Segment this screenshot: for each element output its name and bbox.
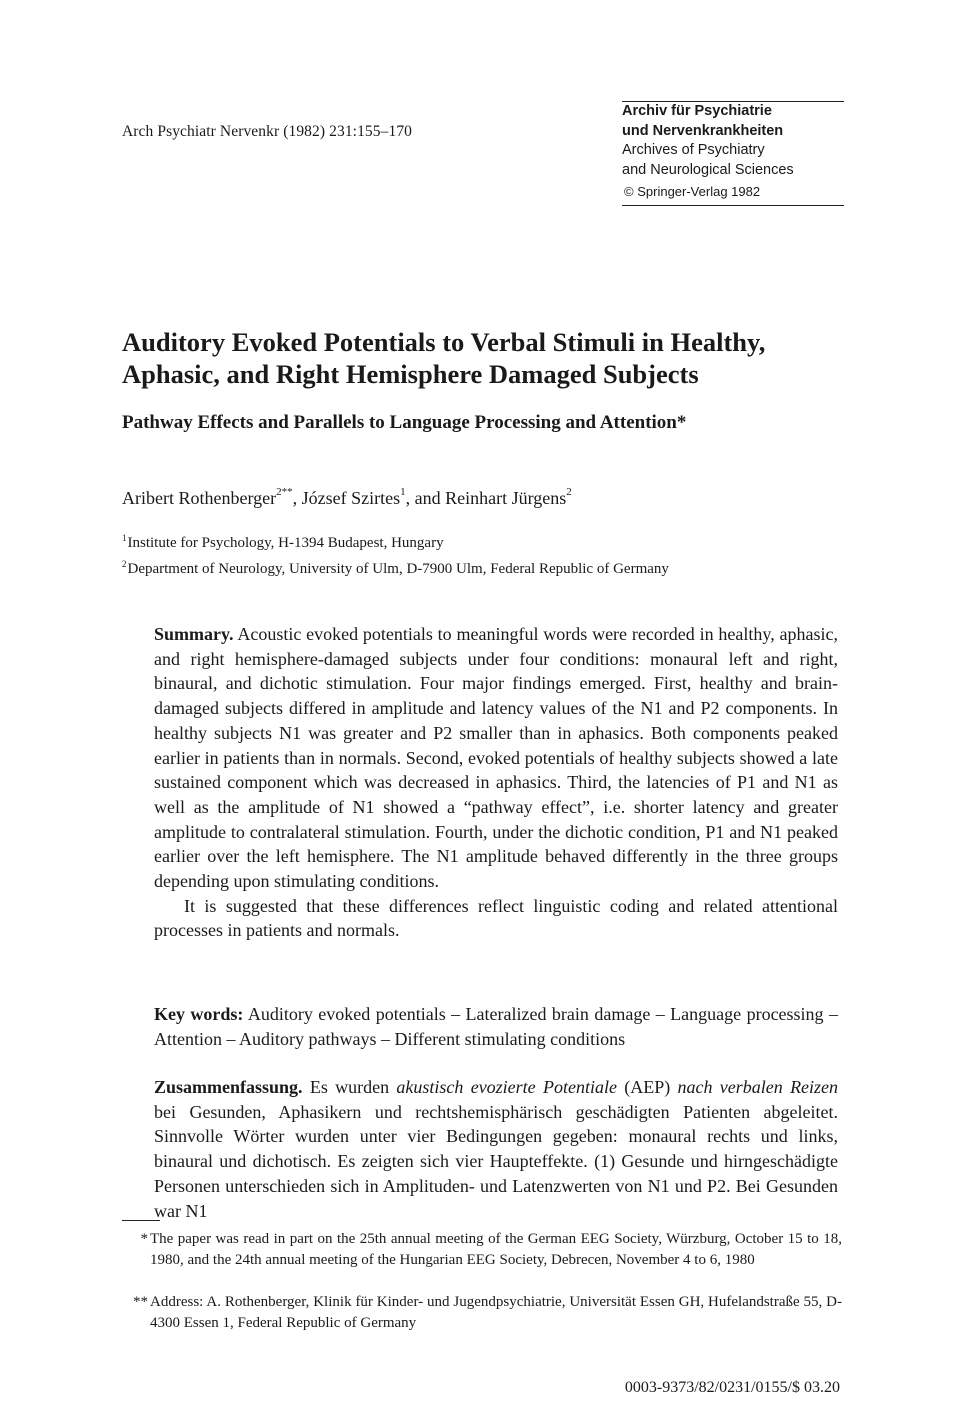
- author-affiliation-mark: 2: [566, 486, 572, 498]
- author-name: Reinhart Jürgens: [445, 488, 567, 508]
- footnote-mark: **: [133, 1294, 148, 1310]
- affiliation-text: Institute for Psychology, H-1394 Budapest, Hungary: [127, 535, 444, 551]
- footnote-text: Address: A. Rothenberger, Klinik für Kinder- und Jugendpsychiatrie, Universität Essen GH, Hufelandstraße 55, D-4300 Essen 1, Federal Republic of Germany: [150, 1294, 842, 1331]
- author-separator: , and: [405, 488, 446, 508]
- zusammenfassung-text: Es wurden: [309, 1077, 390, 1097]
- copyright: [622, 182, 844, 202]
- zusammenfassung-text: bei Gesunden, Aphasikern und rechtshemisphärisch geschädigten Patienten abgeleitet. Sinnvolle Wörter wurden unter vier Bedingungen gegeben: monaural rechts und links, binaural und dichotisch. Es zeigten sich vier Haupteffekte. (1) Gesunde und hirngeschädigte Personen unterschieden sich in Amplituden- und Latenzwerten von N1 und P2. Bei Gesunden war N1: [154, 1101, 838, 1221]
- keywords-text: Auditory evoked potentials – Lateralized brain damage – Language processing – Attention – Auditory pathways – Different stimulating conditions: [154, 1004, 838, 1049]
- keywords-label: Key words:: [154, 1004, 244, 1024]
- author-name: József Szirtes: [301, 488, 401, 508]
- footnote-text: The paper was read in part on the 25th annual meeting of the German EEG Society, Würzburg, October 15 to 18, 1980, and the 24th annual meeting of the Hungarian EEG Society, Debrecen, November 4 to 6, 1980: [150, 1231, 842, 1268]
- summary-paragraph: [154, 622, 838, 943]
- journal-title-en-line2: and Neurological Sciences: [622, 161, 794, 178]
- footnote: [122, 1229, 842, 1291]
- footnote-mark: *: [140, 1231, 148, 1247]
- article-title-line2: Aphasic, and Right Hemisphere Damaged Subjects: [122, 359, 699, 389]
- affiliation-list: [122, 528, 842, 580]
- journal-title-de-line2: und Nervenkrankheiten: [622, 122, 784, 139]
- article-title-line1: Auditory Evoked Potentials to Verbal Stimuli in Healthy,: [122, 327, 766, 357]
- author-name: Aribert Rothenberger: [122, 488, 277, 508]
- author-list: [122, 486, 842, 509]
- journal-box: [622, 101, 844, 206]
- article-title: [122, 326, 842, 390]
- footnote-separator: [122, 1220, 160, 1221]
- footnote: [122, 1292, 842, 1334]
- journal-title-en-line1: Archives of Psychiatry: [622, 142, 765, 158]
- journal-box-bottom-rule: [622, 205, 844, 206]
- zusammenfassung-label: Zusammenfassung.: [154, 1077, 303, 1097]
- summary-label: Summary.: [154, 624, 234, 644]
- author-separator: ,: [292, 488, 302, 508]
- affiliation-item: [122, 528, 842, 554]
- author-affiliation-mark: 1: [400, 486, 406, 498]
- zusammenfassung-italic: akustisch evozierte Potentiale: [396, 1077, 617, 1097]
- author-affiliation-mark: 2**: [276, 486, 293, 498]
- affiliation-text: Department of Neurology, University of Ulm, D-7900 Ulm, Federal Republic of Germany: [127, 561, 669, 577]
- copyright-text: Springer-Verlag 1982: [637, 184, 761, 199]
- copyright-icon: ©: [624, 184, 634, 199]
- summary-conclusion: It is suggested that these differences reflect linguistic coding and related attentional processes in patients and normals.: [154, 895, 838, 941]
- doi-code: 0003-9373/82/0231/0155/$ 03.20: [624, 1379, 840, 1396]
- journal-citation: Arch Psychiatr Nervenkr (1982) 231:155–170: [122, 123, 413, 140]
- keywords-paragraph: [154, 1002, 838, 1051]
- zusammenfassung-paragraph: [154, 1075, 838, 1223]
- article-subtitle: Pathway Effects and Parallels to Language Processing and Attention*: [122, 412, 687, 433]
- affiliation-item: [122, 554, 842, 580]
- journal-title-de-line1: Archiv für Psychiatrie: [622, 103, 772, 119]
- zusammenfassung-text: (AEP): [624, 1077, 671, 1097]
- affiliation-number: 1: [122, 533, 127, 543]
- summary-text: Acoustic evoked potentials to meaningful words were recorded in healthy, aphasic, and right hemisphere-damaged subjects under four conditions: monaural left and right, binaural, and dichotic stimulation. Four major findings emerged. First, healthy and brain-damaged subjects differed in amplitude and latency values of the N1 and P2 components. In healthy subjects N1 was greater and P2 smaller than in aphasics. Both components peaked earlier in patients than in normals. Second, evoked potentials of healthy subjects showed a late sustained component which was decreased in aphasics. Third, the latencies of P1 and N1 as well as the amplitude of N1 showed a “pathway effect”, i.e. shorter latency and greater amplitude to contralateral stimulation. Fourth, under the dichotic condition, P1 and N1 peaked earlier over the left hemisphere. The N1 amplitude behaved differently in the three groups depending upon stimulating conditions.: [154, 624, 838, 892]
- zusammenfassung-italic: nach verbalen Reizen: [677, 1077, 839, 1097]
- affiliation-number: 2: [122, 559, 127, 569]
